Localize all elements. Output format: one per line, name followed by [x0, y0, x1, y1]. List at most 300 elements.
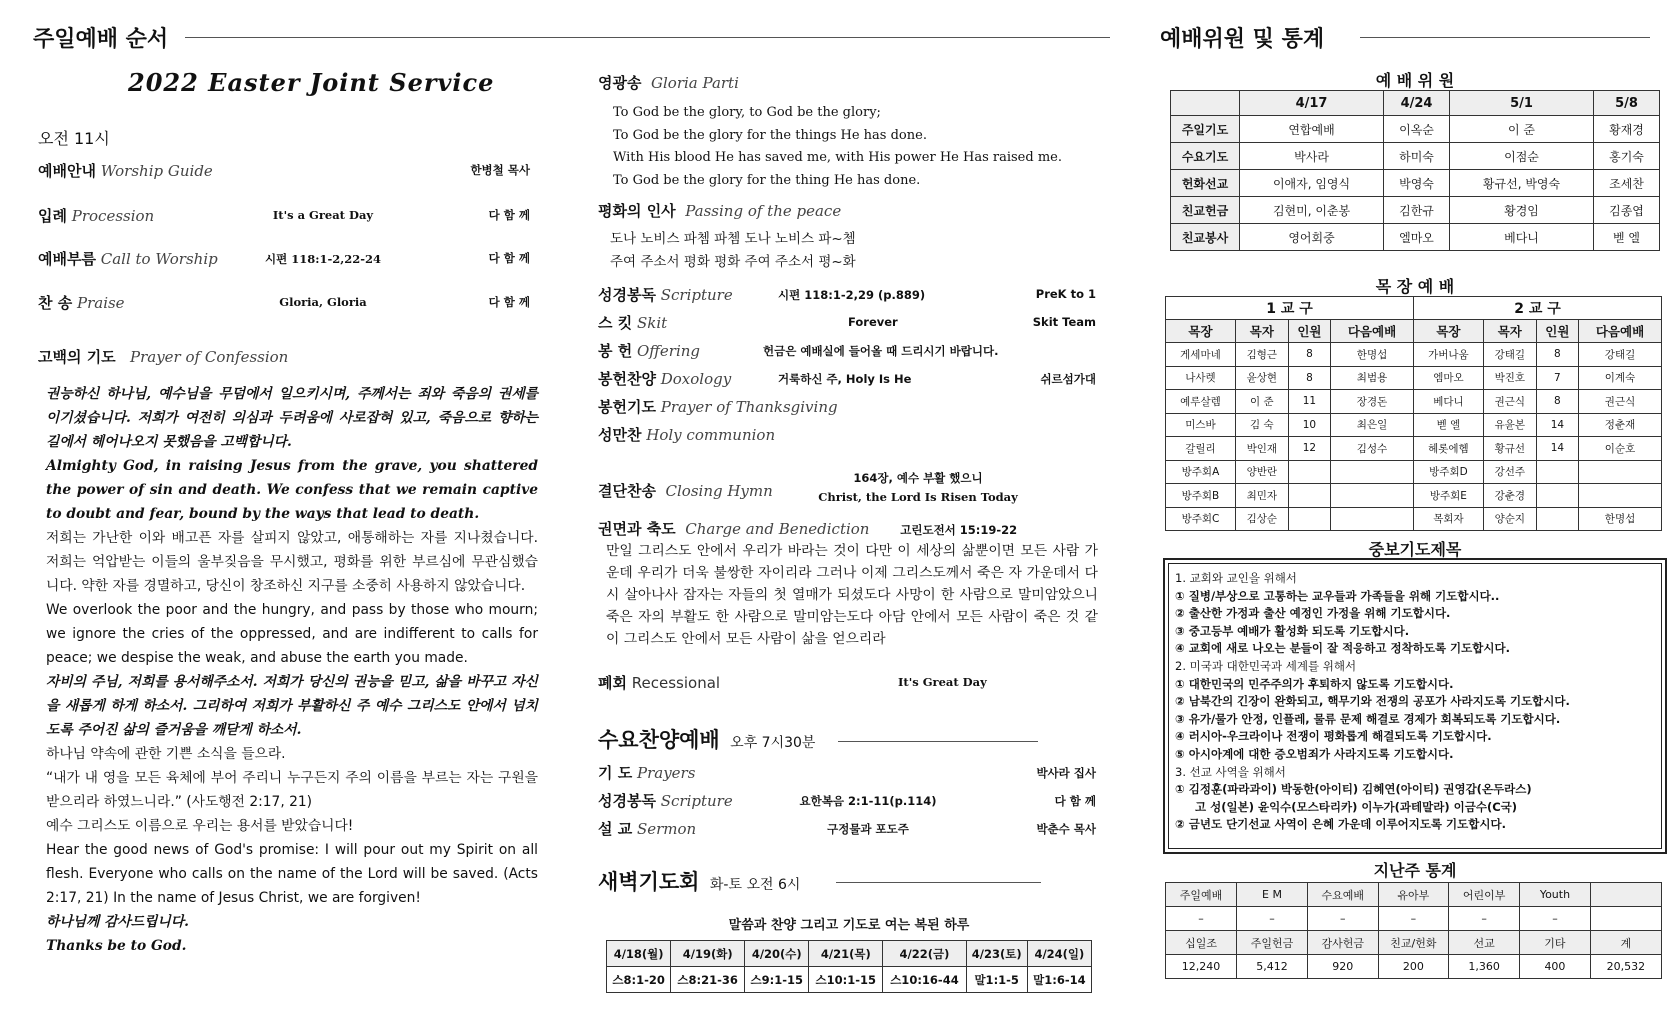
charge-ko: 권면과 축도 [598, 520, 676, 538]
pastoral-cell: 12 [1288, 437, 1330, 461]
stats-value-cell: – [1166, 907, 1237, 931]
pastoral-header-row [1166, 320, 1662, 343]
middle-order-en: Holy communion [646, 426, 776, 444]
wednesday-ko: 성경봉독 [598, 792, 656, 810]
dawn-subtitle: 말씀과 찬양 그리고 기도로 여는 복된 하루 [728, 918, 970, 933]
closing-hymn-en: Christ, the Lord Is Risen Today [818, 490, 1018, 504]
prayer-item: ② 출산한 가정과 출산 예정인 가정을 위해 기도합시다. [1175, 606, 1451, 621]
wednesday-leader: 다 함 께 [1054, 794, 1096, 808]
gloria-heading [598, 72, 739, 93]
committee-cell: 하미숙 [1384, 143, 1450, 170]
wednesday-detail: 요한복음 2:1-11(p.114) [799, 794, 937, 808]
middle-order-ko: 스 킷 [598, 314, 633, 332]
committee-row [1171, 143, 1660, 170]
middle-order-en: Doxology [660, 370, 732, 388]
prayer-category: 2. 미국과 대한민국과 세계를 위해서 [1175, 658, 1357, 673]
order-row [38, 205, 538, 227]
pastoral-row [1166, 366, 1662, 390]
peace-ko: 평화의 인사 [598, 202, 676, 220]
pastoral-cell: 이계숙 [1579, 366, 1662, 390]
district-row [1166, 297, 1662, 320]
confession-en: Prayer of Confession [130, 348, 289, 366]
dawn-day: 4/23(토) [966, 941, 1027, 967]
pastoral-cell: 예루살렘 [1166, 390, 1236, 414]
prayer-item: 고 성(일본) 윤익수(모스타리카) 이누가(과테말라) 이금수(C국) [1195, 799, 1518, 814]
committee-header-cell: 5/1 [1449, 91, 1593, 116]
committee-table [1170, 90, 1660, 251]
prayer-item: ② 금년도 단기선교 사역이 은혜 가운데 이루어지도록 기도합시다. [1175, 817, 1506, 832]
pastoral-cell: 황규선 [1483, 437, 1536, 461]
order-leader: 다 함 께 [488, 208, 530, 222]
pastoral-cell: 14 [1536, 413, 1578, 437]
pastoral-header-cell: 목자 [1235, 320, 1288, 343]
stats-header-cell: E M [1237, 883, 1308, 907]
closing-row [598, 468, 1100, 508]
pastoral-cell [1331, 507, 1414, 531]
section-rule-left [185, 37, 1110, 38]
wednesday-en: Sermon [636, 820, 697, 838]
charge-ref: 고린도전서 15:19-22 [900, 523, 1018, 537]
recessional-song: It's Great Day [898, 675, 987, 689]
pastoral-cell: 김 숙 [1235, 413, 1288, 437]
dawn-title: 새벽기도회 [598, 870, 700, 894]
wednesday-row [598, 790, 1100, 812]
stats-title: 지난주 통계 [1373, 861, 1457, 880]
committee-cell: 황경임 [1449, 197, 1593, 224]
pastoral-cell [1536, 460, 1578, 484]
order-leader: 다 함 께 [488, 251, 530, 265]
confession-paragraph: “내가 내 영을 모든 육체에 부어 주리니 누구든지 주의 이름을 부르는 자는 구원을 받으리라 하였느니라.” (사도행전 2:17, 21) [46, 770, 538, 810]
middle-order-leader: PreK to 1 [1035, 287, 1096, 301]
stats-header-row [1166, 931, 1662, 955]
wednesday-detail: 구정물과 포도주 [827, 822, 909, 836]
pastoral-cell: 방주회C [1166, 507, 1236, 531]
pastoral-cell: 미스바 [1166, 413, 1236, 437]
middle-order-ko: 성만찬 [598, 426, 642, 444]
pastoral-cell: 박진호 [1483, 366, 1536, 390]
middle-order-row [598, 312, 1100, 334]
confession-paragraph: 권능하신 하나님, 예수님을 무덤에서 일으키시며, 주께서는 죄와 죽음의 권세를 이기셨습니다. 저희가 여전히 의심과 두려움에 사로잡혀 있고, 죽음으로 향하는 길에서 헤어나오지 못했음을 고백합니다. [46, 386, 538, 450]
pastoral-cell: 양반란 [1235, 460, 1288, 484]
dawn-day: 4/21(목) [809, 941, 883, 967]
committee-header-row [1171, 91, 1660, 116]
confession-paragraph: Almighty God, in raising Jesus from the grave, you shattered the power of sin and death. We confess that we remain captive to doubt and fear, bound by the ways that lead to death. [46, 458, 538, 522]
order-en: Worship Guide [100, 162, 213, 180]
middle-order-row [598, 368, 1100, 390]
committee-title: 예 배 위 원 [1375, 71, 1455, 90]
prayer-item: ① 대한민국의 민주주의가 후퇴하지 않도록 기도합시다. [1175, 676, 1454, 691]
dawn-time: 화-토 오전 6시 [709, 877, 801, 893]
middle-order-ko: 봉헌기도 [598, 398, 656, 416]
closing-hymn-ko: 164장, 예수 부활 했으니 [853, 471, 983, 485]
pastoral-cell: 엠마오 [1413, 366, 1483, 390]
pastoral-cell: 14 [1536, 437, 1578, 461]
stats-header-cell: 감사헌금 [1307, 931, 1378, 955]
closing-ko: 결단찬송 [598, 482, 656, 500]
pastoral-header-cell: 목장 [1413, 320, 1483, 343]
recessional-row [598, 672, 1100, 693]
pastoral-cell: 최은일 [1331, 413, 1414, 437]
order-en: Procession [71, 207, 155, 225]
pastoral-cell: 가버나움 [1413, 343, 1483, 367]
pastoral-cell [1288, 484, 1330, 508]
dawn-reading: 스8:1-20 [607, 967, 671, 993]
stats-header-cell: 선교 [1449, 931, 1520, 955]
pastoral-cell: 이순호 [1579, 437, 1662, 461]
pastoral-cell: 8 [1288, 366, 1330, 390]
district-2: 2 교 구 [1413, 297, 1661, 320]
confession-paragraph: 하나님 약속에 관한 기쁜 소식을 들으라. [46, 746, 286, 762]
order-ko: 찬 송 [38, 294, 73, 312]
committee-cell: 김한규 [1384, 197, 1450, 224]
prayer-item: ⑤ 아시아계에 대한 증오범죄가 사라지도록 기도합시다. [1175, 746, 1454, 761]
confession-ko: 고백의 기도 [38, 348, 116, 366]
stats-value-cell: 200 [1378, 955, 1449, 979]
committee-row [1171, 197, 1660, 224]
stats-value-cell: 20,532 [1590, 955, 1661, 979]
committee-cell: 김현미, 이춘봉 [1240, 197, 1384, 224]
committee-cell: 엘마오 [1384, 224, 1450, 251]
gloria-en: Gloria Parti [651, 74, 739, 92]
gloria-line: With His blood He has saved me, with His power He Has raised me. [613, 150, 1062, 165]
pastoral-cell: 목회자 [1413, 507, 1483, 531]
gloria-line: To God be the glory for the thing He has done. [613, 172, 921, 188]
committee-row [1171, 116, 1660, 143]
committee-role: 친교봉사 [1171, 224, 1240, 251]
pastoral-cell: 방주회B [1166, 484, 1236, 508]
stats-header-cell: 친교/헌화 [1378, 931, 1449, 955]
order-leader: 한병철 목사 [470, 163, 530, 177]
order-en: Praise [76, 294, 125, 312]
middle-order-row [598, 340, 1100, 362]
prayer-item: ③ 중고등부 예배가 활성화 되도록 기도합시다. [1175, 623, 1410, 638]
pastoral-cell: 박인재 [1235, 437, 1288, 461]
middle-order-detail: 거룩하신 주, Holy Is He [778, 372, 912, 386]
stats-header-cell: 계 [1590, 931, 1661, 955]
section-title-committee: 예배위원 및 통계 [1160, 27, 1325, 52]
committee-row [1171, 224, 1660, 251]
pastoral-cell [1288, 507, 1330, 531]
dawn-rule [836, 882, 1041, 883]
middle-order-en: Scripture [660, 286, 733, 304]
wednesday-time: 오후 7시30분 [730, 735, 816, 751]
pastoral-cell: 권근식 [1483, 390, 1536, 414]
committee-role: 친교헌금 [1171, 197, 1240, 224]
dawn-day: 4/18(월) [607, 941, 671, 967]
committee-cell: 영어회중 [1240, 224, 1384, 251]
dawn-day: 4/20(수) [745, 941, 809, 967]
committee-header-cell [1171, 91, 1240, 116]
dawn-day: 4/24(일) [1027, 941, 1091, 967]
pastoral-row [1166, 437, 1662, 461]
pastoral-cell: 11 [1288, 390, 1330, 414]
committee-cell: 베다니 [1449, 224, 1593, 251]
confession-paragraph: Thanks be to God. [46, 938, 187, 954]
pastoral-cell: 베다니 [1413, 390, 1483, 414]
prayer-category: 3. 선교 사역을 위해서 [1175, 764, 1286, 779]
middle-order-ko: 봉 헌 [598, 342, 633, 360]
committee-cell: 홍기숙 [1594, 143, 1660, 170]
committee-cell: 이점순 [1449, 143, 1593, 170]
confession-paragraph: Hear the good news of God's promise: I will pour out my Spirit on all flesh. Everyone who calls on the name of the Lord will be saved. (Acts 2:17, 21) In the name of Jesus Christ, we are forgiven! [46, 842, 538, 906]
order-label [38, 248, 218, 269]
recessional-en: Recessional [631, 674, 721, 692]
stats-header-cell: Youth [1520, 883, 1591, 907]
wednesday-rule [838, 741, 1038, 742]
recessional-ko: 폐회 [598, 674, 627, 692]
pastoral-row [1166, 390, 1662, 414]
order-detail: It's a Great Day [272, 208, 374, 222]
dawn-reading: 스10:16-44 [883, 967, 966, 993]
middle-order-ko: 봉헌찬양 [598, 370, 656, 388]
wednesday-row [598, 762, 1100, 784]
confession-text [46, 382, 538, 958]
pastoral-cell: 방주회E [1413, 484, 1483, 508]
pastoral-title: 목 장 예 배 [1375, 277, 1455, 296]
pastoral-cell: 벧 엘 [1413, 413, 1483, 437]
confession-heading [38, 346, 288, 367]
gloria-line: To God be the glory, to God be the glory; [613, 105, 881, 120]
peace-heading [598, 200, 841, 221]
middle-order-row [598, 284, 1100, 306]
committee-cell: 황재경 [1594, 116, 1660, 143]
section-title-sunday: 주일예배 순서 [33, 27, 169, 52]
pastoral-row [1166, 460, 1662, 484]
pastoral-cell: 김형근 [1235, 343, 1288, 367]
stats-value-cell: 5,412 [1237, 955, 1308, 979]
confession-paragraph: 자비의 주님, 저희를 용서해주소서. 저희가 당신의 권능을 믿고, 삶을 바꾸고 자신을 새롭게 하게 하소서. 그리하여 저희가 부활하신 주 예수 그리스도 안에서 넘치도록 주어진 삶의 즐거움을 깨닫게 하소서. [46, 674, 538, 738]
peace-line: 주여 주소서 평화 평화 주여 주소서 평~화 [610, 253, 856, 270]
peace-line: 도나 노비스 파쳄 파쳄 도나 노비스 파~쳄 [610, 231, 856, 247]
order-label [38, 160, 213, 181]
order-label [38, 292, 125, 313]
order-ko: 입례 [38, 207, 67, 225]
pastoral-cell: 최범용 [1331, 366, 1414, 390]
gloria-ko: 영광송 [598, 74, 642, 92]
middle-order-row [598, 396, 1100, 418]
pastoral-cell: 방주회D [1413, 460, 1483, 484]
pastoral-cell: 10 [1288, 413, 1330, 437]
pastoral-cell: 한명섭 [1331, 343, 1414, 367]
pastoral-cell: 강태길 [1483, 343, 1536, 367]
pastoral-cell: 윤상현 [1235, 366, 1288, 390]
stats-header-row [1166, 883, 1662, 907]
wednesday-ko: 설 교 [598, 820, 633, 838]
pastoral-row [1166, 507, 1662, 531]
pastoral-cell: 정춘재 [1579, 413, 1662, 437]
prayer-title: 중보기도제목 [1368, 540, 1462, 559]
committee-cell: 이옥순 [1384, 116, 1450, 143]
committee-cell: 박영숙 [1384, 170, 1450, 197]
confession-paragraph: 저희는 가난한 이와 배고픈 자를 살피지 않았고, 애통해하는 자를 지나쳤습니다. 저희는 억압받는 이들의 울부짖음을 무시했고, 평화를 위한 부르심에 무관심했습니다. 약한 자를 경멸하고, 당신이 창조하신 지구를 소중히 사용하지 않았습니다. [46, 530, 538, 594]
charge-en: Charge and Benediction [685, 520, 870, 538]
order-ko: 예배안내 [38, 162, 96, 180]
prayer-category: 1. 교회와 교인을 위해서 [1175, 571, 1297, 585]
stats-value-cell: 1,360 [1449, 955, 1520, 979]
order-row [38, 160, 538, 182]
committee-role: 수요기도 [1171, 143, 1240, 170]
dawn-reading: 말1:1-5 [966, 967, 1027, 993]
order-label [38, 205, 154, 226]
middle-order-detail: Forever [848, 315, 898, 329]
stats-value-cell: – [1520, 907, 1591, 931]
wednesday-heading [598, 724, 815, 754]
middle-order-en: Offering [636, 342, 701, 360]
stats-value-cell: 920 [1307, 955, 1378, 979]
committee-role: 주일기도 [1171, 116, 1240, 143]
dawn-reading: 말1:6-14 [1027, 967, 1091, 993]
pastoral-header-cell: 인원 [1536, 320, 1578, 343]
peace-en: Passing of the peace [685, 202, 842, 220]
dawn-heading [598, 866, 800, 896]
confession-paragraph: 하나님께 감사드립니다. [46, 914, 189, 930]
committee-header-cell: 5/8 [1594, 91, 1660, 116]
prayer-item: ① 김정훈(파라과이) 박동한(아이티) 김혜연(아이티) 권영갑(온두라스) [1175, 782, 1532, 797]
order-ko: 예배부름 [38, 250, 96, 268]
pastoral-cell: 헤롯에헴 [1413, 437, 1483, 461]
middle-order-detail: 시편 118:1-2,29 (p.889) [778, 288, 926, 302]
wednesday-en: Prayers [636, 764, 696, 782]
pastoral-cell: 유윤본 [1483, 413, 1536, 437]
committee-cell: 황규선, 박영숙 [1449, 170, 1593, 197]
charge-heading [598, 518, 1017, 539]
pastoral-cell: 강춘경 [1483, 484, 1536, 508]
stats-value-row [1166, 955, 1662, 979]
stats-header-cell: 유아부 [1378, 883, 1449, 907]
confession-paragraph: We overlook the poor and the hungry, and pass by those who mourn; we ignore the cries of the oppressed, and are indifferent to calls for peace; we despise the weak, and abuse the earth you made. [46, 602, 538, 666]
order-detail: Gloria, Gloria [279, 295, 367, 309]
stats-header-cell: 주일헌금 [1237, 931, 1308, 955]
pastoral-cell [1536, 484, 1578, 508]
peace-lyrics [610, 228, 856, 273]
pastoral-cell: 김상순 [1235, 507, 1288, 531]
pastoral-cell: 갈릴리 [1166, 437, 1236, 461]
order-row [38, 248, 538, 270]
committee-cell: 이 준 [1449, 116, 1593, 143]
pastoral-cell: 게세마네 [1166, 343, 1236, 367]
committee-role: 헌화선교 [1171, 170, 1240, 197]
section-rule-right [1360, 37, 1650, 38]
pastoral-cell: 장경돈 [1331, 390, 1414, 414]
pastoral-cell: 7 [1536, 366, 1578, 390]
pastoral-cell: 강태길 [1579, 343, 1662, 367]
order-en: Call to Worship [100, 250, 218, 268]
order-row [38, 292, 538, 314]
pastoral-cell: 나사렛 [1166, 366, 1236, 390]
pastoral-cell [1579, 460, 1662, 484]
stats-header-cell: 십일조 [1166, 931, 1237, 955]
middle-order-leader: Skit Team [1032, 315, 1096, 329]
stats-value-cell: 12,240 [1166, 955, 1237, 979]
pastoral-cell [1579, 484, 1662, 508]
pastoral-cell [1331, 460, 1414, 484]
stats-header-cell [1590, 883, 1661, 907]
middle-order-leader: 쉬르섬가대 [1040, 372, 1096, 386]
pastoral-header-cell: 다음예배 [1331, 320, 1414, 343]
pastoral-row [1166, 413, 1662, 437]
middle-order-en: Skit [636, 314, 668, 332]
district-1: 1 교 구 [1166, 297, 1414, 320]
stats-value-cell: 400 [1520, 955, 1591, 979]
dawn-reading: 스8:21-36 [671, 967, 745, 993]
order-leader: 다 함 께 [488, 295, 530, 309]
committee-cell: 벧 엘 [1594, 224, 1660, 251]
dawn-reading: 스9:1-15 [745, 967, 809, 993]
pastoral-cell [1536, 507, 1578, 531]
pastoral-header-cell: 목장 [1166, 320, 1236, 343]
wednesday-ko: 기 도 [598, 764, 633, 782]
dawn-reading: 스10:1-15 [809, 967, 883, 993]
left-column [38, 60, 538, 1000]
wednesday-title: 수요찬양예배 [598, 728, 720, 752]
pastoral-cell: 권근식 [1579, 390, 1662, 414]
committee-cell: 연합예배 [1240, 116, 1384, 143]
prayer-item: ④ 러시아-우크라이나 전쟁이 평화롭게 해결되도록 기도합시다. [1175, 729, 1492, 744]
pastoral-cell: 김성수 [1331, 437, 1414, 461]
closing-en: Closing Hymn [665, 482, 773, 500]
committee-header-cell: 4/24 [1384, 91, 1450, 116]
committee-cell: 박사라 [1240, 143, 1384, 170]
wednesday-leader: 박춘수 목사 [1036, 822, 1096, 836]
order-detail: 시편 118:1-2,22-24 [264, 252, 382, 266]
prayer-item: ① 질병/부상으로 고통하는 교우들과 가족들을 위해 기도합시다.. [1175, 588, 1500, 603]
pastoral-row [1166, 484, 1662, 508]
pastoral-header-cell: 다음예배 [1579, 320, 1662, 343]
gloria-line: To God be the glory for the things He has done. [613, 127, 927, 143]
dawn-schedule-table [606, 940, 1092, 993]
pastoral-cell: 강선주 [1483, 460, 1536, 484]
pastoral-table [1165, 296, 1662, 531]
pastoral-cell: 이 준 [1235, 390, 1288, 414]
stats-value-cell: – [1378, 907, 1449, 931]
prayer-item: ④ 교회에 새로 나오는 분들이 잘 적응하고 정착하도록 기도합시다. [1175, 641, 1510, 656]
middle-order-row [598, 424, 1100, 446]
middle-order-en: Prayer of Thanksgiving [660, 398, 838, 416]
pastoral-header-cell: 인원 [1288, 320, 1330, 343]
pastoral-cell: 8 [1536, 390, 1578, 414]
wednesday-en: Scripture [660, 792, 733, 810]
stats-value-cell: – [1449, 907, 1520, 931]
committee-cell: 이애자, 임영식 [1240, 170, 1384, 197]
dawn-day: 4/19(화) [671, 941, 745, 967]
pastoral-cell: 8 [1288, 343, 1330, 367]
pastoral-cell: 한명섭 [1579, 507, 1662, 531]
committee-cell: 조세찬 [1594, 170, 1660, 197]
prayer-list [1175, 570, 1659, 834]
stats-header-cell: 기타 [1520, 931, 1591, 955]
pastoral-row [1166, 343, 1662, 367]
stats-value-cell: – [1237, 907, 1308, 931]
middle-column [598, 60, 1100, 1000]
stats-value-cell: – [1307, 907, 1378, 931]
stats-value-cell [1590, 907, 1661, 931]
committee-cell: 김종엽 [1594, 197, 1660, 224]
pastoral-cell: 8 [1536, 343, 1578, 367]
stats-header-cell: 어린이부 [1449, 883, 1520, 907]
prayer-item: ③ 유가/물가 안정, 인플레, 물류 문제 해결로 경제가 회복되도록 기도합시다. [1175, 711, 1561, 726]
pastoral-cell: 최민자 [1235, 484, 1288, 508]
pastoral-cell: 방주회A [1166, 460, 1236, 484]
stats-value-row [1166, 907, 1662, 931]
charge-text: 만일 그리스도 안에서 우리가 바라는 것이 다만 이 세상의 삶뿐이면 모든 사람 가운데 우리가 더욱 불쌍한 자이리라 그러나 이제 그리스도께서 죽은 자 가운데서 다시 살아나사 잠자는 자들의 첫 열매가 되셨도다 사망이 한 사람으로 말미암았으니 죽은 자의 부활도 한 사람으로 말미암는도다 아담 안에서 모든 사람이 죽은 것 같이 그리스도 안에서 모든 사람이 삶을 얻으리라 [606, 543, 1098, 647]
pastoral-cell [1288, 460, 1330, 484]
gloria-lyrics [613, 102, 1062, 192]
service-time: 오전 11시 [38, 129, 110, 148]
pastoral-cell [1331, 484, 1414, 508]
prayer-box [1163, 558, 1667, 854]
middle-order-detail: 헌금은 예배실에 들어올 때 드리시기 바랍니다. [763, 344, 999, 358]
stats-header-cell: 주일예배 [1166, 883, 1237, 907]
